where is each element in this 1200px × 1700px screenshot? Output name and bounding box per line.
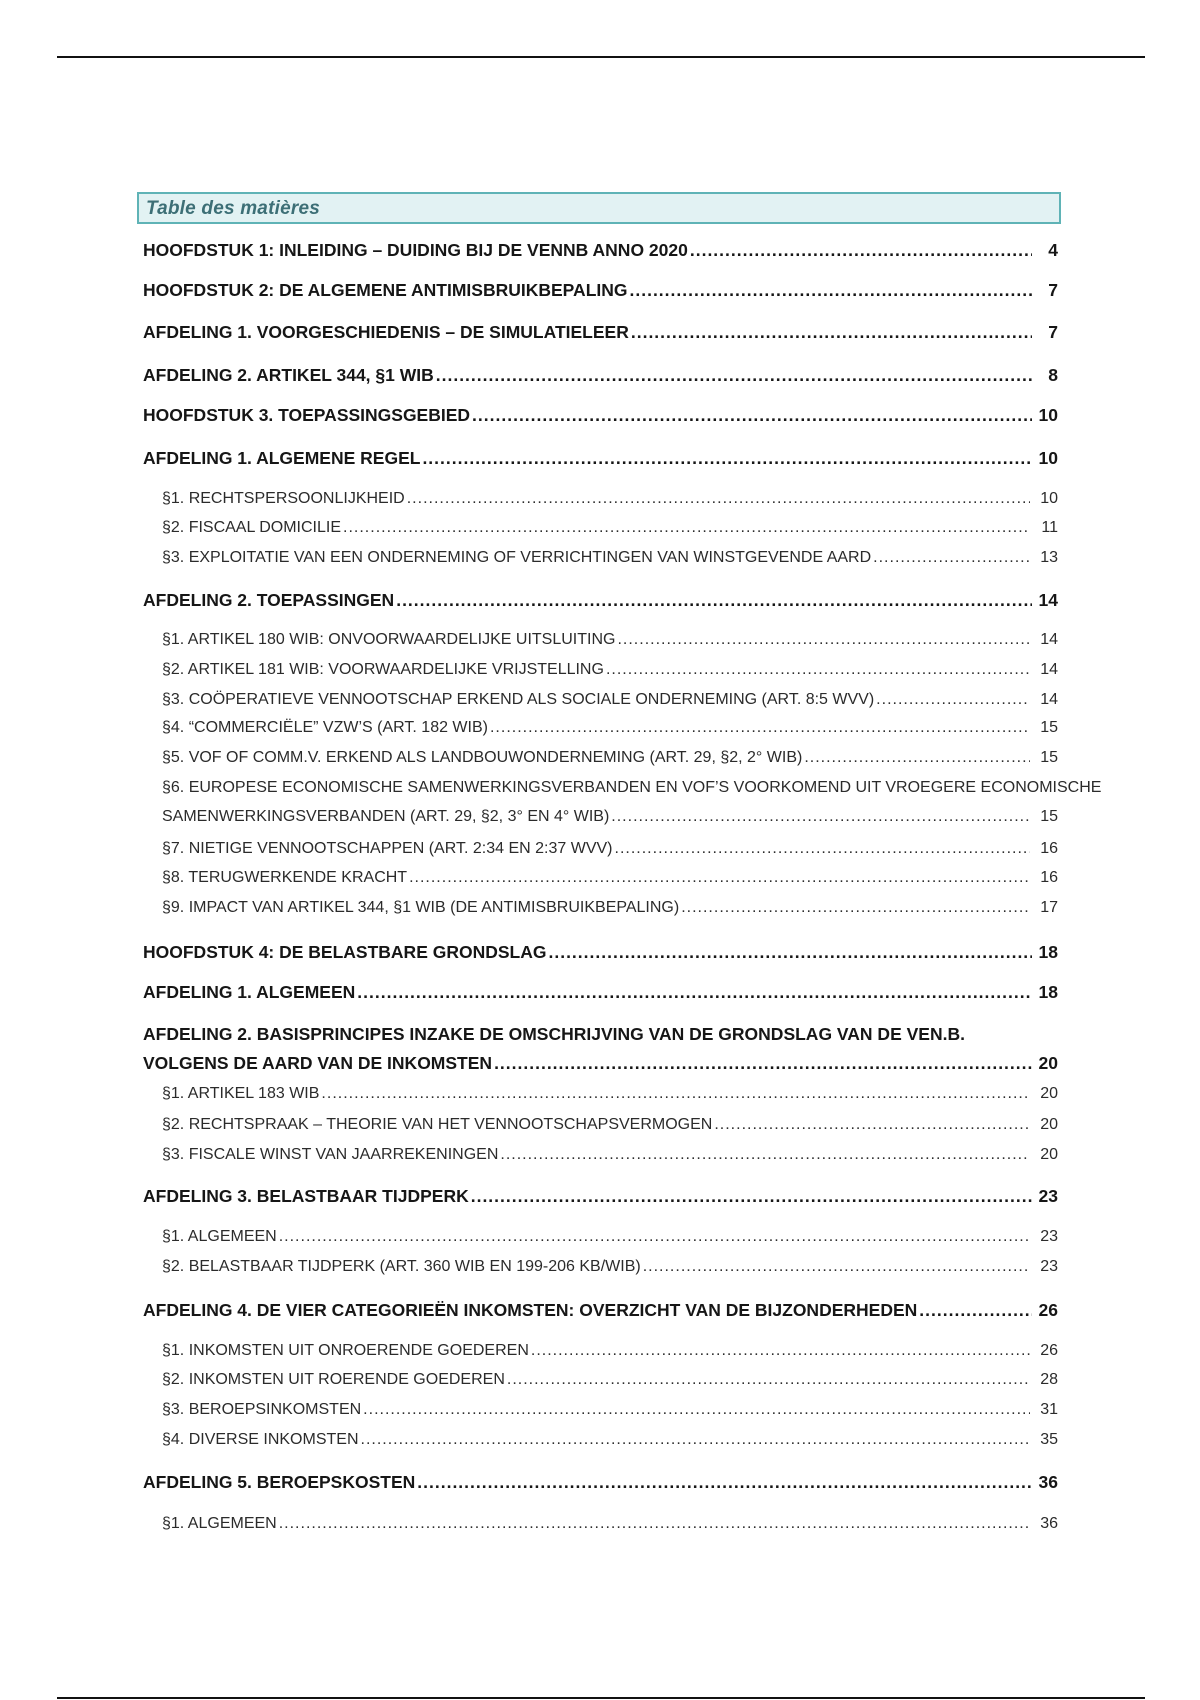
toc-entry-label: §9. IMPACT VAN ARTIKEL 344, §1 WIB (DE ANTIMISBRUIKBEPALING)	[162, 899, 680, 916]
toc-page-number: 23	[1040, 1258, 1058, 1275]
toc-subsection-entry[interactable]	[143, 808, 1058, 826]
toc-dot-leader	[472, 405, 1032, 426]
toc-entry-label: SAMENWERKINGSVERBANDEN (ART. 29, §2, 3° EN 4° WIB)	[162, 808, 610, 825]
toc-entry-label: §1. ALGEMEEN	[162, 1515, 277, 1532]
toc-page-number: 17	[1040, 899, 1058, 916]
toc-subsection-entry[interactable]	[143, 1258, 1058, 1276]
toc-page-number: 14	[1040, 631, 1058, 648]
toc-subsection-entry[interactable]	[143, 631, 1058, 649]
toc-subsection-entry[interactable]	[143, 519, 1058, 537]
toc-page-number: 4	[1048, 240, 1058, 260]
toc-subsection-entry[interactable]	[143, 1116, 1058, 1134]
toc-dot-leader	[279, 1515, 1030, 1533]
toc-dot-leader	[873, 549, 1030, 567]
toc-entry-label: AFDELING 1. VOORGESCHIEDENIS – DE SIMULATIELEER	[143, 322, 629, 342]
toc-dot-leader	[681, 899, 1030, 917]
toc-page-number: 7	[1048, 322, 1058, 342]
toc-entry-label: HOOFDSTUK 3. TOEPASSINGSGEBIED	[143, 405, 471, 425]
toc-dot-leader	[279, 1228, 1030, 1246]
toc-entry-label: HOOFDSTUK 4: DE BELASTBARE GRONDSLAG	[143, 942, 547, 962]
toc-dot-leader	[690, 240, 1032, 261]
toc-page-number: 16	[1040, 869, 1058, 886]
toc-dot-leader	[876, 691, 1030, 709]
toc-section-entry[interactable]	[143, 448, 1058, 469]
toc-dot-leader	[919, 1300, 1032, 1321]
toc-subsection-entry[interactable]	[143, 1371, 1058, 1389]
toc-entry-label: §3. BEROEPSINKOMSTEN	[162, 1401, 362, 1418]
toc-page-number: 35	[1040, 1431, 1058, 1448]
toc-subsection-entry[interactable]	[143, 1342, 1058, 1360]
toc-entry-label: §2. RECHTSPRAAK – THEORIE VAN HET VENNOOTSCHAPSVERMOGEN	[162, 1116, 713, 1133]
toc-page-number: 18	[1038, 942, 1058, 962]
toc-entry-label: §2. BELASTBAAR TIJDPERK (ART. 360 WIB EN 199-206 KB/WIB)	[162, 1258, 641, 1275]
toc-subsection-entry[interactable]	[143, 1401, 1058, 1419]
toc-entry-label-line1: AFDELING 2. BASISPRINCIPES INZAKE DE OMSCHRIJVING VAN DE GRONDSLAG VAN DE VEN.B.	[143, 1024, 965, 1044]
toc-entry-label-line1: §6. EUROPESE ECONOMISCHE SAMENWERKINGSVERBANDEN EN VOF’S VOORKOMEND UIT VROEGERE ECONOMISCHE	[162, 779, 1102, 796]
toc-page-number: 23	[1038, 1186, 1058, 1206]
toc-subsection-entry[interactable]	[143, 719, 1058, 737]
toc-entry-label: §1. ARTIKEL 180 WIB: ONVOORWAARDELIJKE UITSLUITING	[162, 631, 616, 648]
toc-page-number: 15	[1040, 719, 1058, 736]
toc-entry-label: HOOFDSTUK 2: DE ALGEMENE ANTIMISBRUIKBEPALING	[143, 280, 628, 300]
toc-entry-label: §3. COÖPERATIEVE VENNOOTSCHAP ERKEND ALS SOCIALE ONDERNEMING (ART. 8:5 WVV)	[162, 691, 875, 708]
toc-dot-leader	[643, 1258, 1030, 1276]
toc-page-number: 26	[1038, 1300, 1058, 1320]
toc-subsection-entry[interactable]	[143, 899, 1058, 917]
toc-dot-leader	[507, 1371, 1030, 1389]
toc-subsection-entry[interactable]	[143, 869, 1058, 887]
toc-subsection-entry[interactable]	[143, 1146, 1058, 1164]
toc-subsection-entry[interactable]	[143, 1515, 1058, 1533]
toc-page-number: 14	[1040, 661, 1058, 678]
toc-dot-leader	[417, 1472, 1032, 1493]
toc-subsection-entry[interactable]	[143, 1085, 1058, 1103]
toc-page-number: 36	[1040, 1515, 1058, 1532]
toc-section-entry[interactable]	[143, 1300, 1058, 1321]
toc-page-number: 23	[1040, 1228, 1058, 1245]
toc-entry-label: §7. NIETIGE VENNOOTSCHAPPEN (ART. 2:34 EN 2:37 WVV)	[162, 840, 613, 857]
toc-section-entry[interactable]	[143, 405, 1058, 426]
toc-page-number: 7	[1048, 280, 1058, 300]
toc-section-entry[interactable]	[143, 1053, 1058, 1074]
toc-dot-leader	[615, 840, 1031, 858]
toc-dot-leader	[343, 519, 1030, 537]
toc-page-number: 8	[1048, 365, 1058, 385]
toc-entry-label: §5. VOF OF COMM.V. ERKEND ALS LANDBOUWONDERNEMING (ART. 29, §2, 2° WIB)	[162, 749, 803, 766]
toc-page-number: 18	[1038, 982, 1058, 1002]
toc-page-number: 10	[1040, 490, 1058, 507]
toc-dot-leader	[714, 1116, 1030, 1134]
toc-dot-leader	[548, 942, 1032, 963]
toc-dot-leader	[611, 808, 1030, 826]
toc-entry-label: AFDELING 1. ALGEMENE REGEL	[143, 448, 421, 468]
toc-subsection-entry[interactable]	[143, 490, 1058, 508]
toc-page-number: 28	[1040, 1371, 1058, 1388]
toc-page-number: 20	[1040, 1085, 1058, 1102]
toc-subsection-entry[interactable]	[143, 691, 1058, 709]
toc-dot-leader	[471, 1186, 1032, 1207]
toc-dot-leader	[422, 448, 1032, 469]
toc-entry-label: AFDELING 3. BELASTBAAR TIJDPERK	[143, 1186, 469, 1206]
toc-entry-label: §1. INKOMSTEN UIT ONROERENDE GOEDEREN	[162, 1342, 529, 1359]
toc-section-entry[interactable]	[143, 982, 1058, 1003]
toc-page-number: 36	[1038, 1472, 1058, 1492]
toc-dot-leader	[361, 1431, 1031, 1449]
toc-heading-box	[137, 192, 1061, 224]
toc-dot-leader	[631, 322, 1032, 343]
toc-section-entry[interactable]	[143, 240, 1058, 261]
toc-section-entry[interactable]	[143, 1472, 1058, 1493]
toc-entry-label: §1. RECHTSPERSOONLIJKHEID	[162, 490, 405, 507]
toc-section-entry[interactable]	[143, 1186, 1058, 1207]
toc-entry-label: AFDELING 1. ALGEMEEN	[143, 982, 356, 1002]
toc-entry-label: HOOFDSTUK 1: INLEIDING – DUIDING BIJ DE VENNB ANNO 2020	[143, 240, 688, 260]
toc-dot-leader	[617, 631, 1030, 649]
toc-entry-label: §4. “COMMERCIËLE” VZW’S (ART. 182 WIB)	[162, 719, 488, 736]
toc-entry-label: §1. ARTIKEL 183 WIB	[162, 1085, 320, 1102]
toc-page-number: 15	[1040, 749, 1058, 766]
toc-page-number: 15	[1040, 808, 1058, 825]
toc-dot-leader	[494, 1053, 1032, 1074]
toc-dot-leader	[357, 982, 1032, 1003]
toc-page-number: 16	[1040, 840, 1058, 857]
toc-entry-label: AFDELING 4. DE VIER CATEGORIEËN INKOMSTEN: OVERZICHT VAN DE BIJZONDERHEDEN	[143, 1300, 918, 1320]
toc-section-entry[interactable]	[143, 942, 1058, 963]
toc-page-number: 20	[1040, 1146, 1058, 1163]
toc-section-entry[interactable]	[143, 280, 1058, 301]
toc-entry-label: §2. FISCAAL DOMICILIE	[162, 519, 342, 536]
toc-page-number: 10	[1038, 405, 1058, 425]
toc-subsection-entry[interactable]	[143, 840, 1058, 858]
toc-dot-leader	[407, 490, 1030, 508]
toc-entry-label: AFDELING 2. ARTIKEL 344, §1 WIB	[143, 365, 434, 385]
bottom-rule	[57, 1697, 1145, 1699]
toc-entry-label: §3. EXPLOITATIE VAN EEN ONDERNEMING OF VERRICHTINGEN VAN WINSTGEVENDE AARD	[162, 549, 872, 566]
toc-entry-label: AFDELING 2. TOEPASSINGEN	[143, 590, 395, 610]
toc-entry-label: §2. INKOMSTEN UIT ROERENDE GOEDEREN	[162, 1371, 505, 1388]
toc-dot-leader	[500, 1146, 1030, 1164]
toc-subsection-entry[interactable]	[143, 1431, 1058, 1449]
toc-page-number: 11	[1041, 519, 1058, 536]
toc-page-number: 14	[1040, 691, 1058, 708]
toc-section-entry[interactable]	[143, 365, 1058, 386]
toc-section-entry[interactable]	[143, 322, 1058, 343]
toc-dot-leader	[321, 1085, 1030, 1103]
toc-dot-leader	[409, 869, 1030, 887]
toc-entry-label: §2. ARTIKEL 181 WIB: VOORWAARDELIJKE VRIJSTELLING	[162, 661, 604, 678]
toc-entry-label: AFDELING 5. BEROEPSKOSTEN	[143, 1472, 416, 1492]
toc-page-number: 14	[1038, 590, 1058, 610]
toc-dot-leader	[804, 749, 1030, 767]
toc-page-number: 20	[1040, 1116, 1058, 1133]
toc-entry-label: §8. TERUGWERKENDE KRACHT	[162, 869, 408, 886]
toc-entry-label: §1. ALGEMEEN	[162, 1228, 277, 1245]
toc-dot-leader	[363, 1401, 1030, 1419]
toc-subsection-entry[interactable]	[143, 1228, 1058, 1246]
toc-dot-leader	[436, 365, 1032, 386]
toc-page-number: 20	[1038, 1053, 1058, 1073]
toc-page-number: 31	[1040, 1401, 1058, 1418]
toc-page-number: 13	[1040, 549, 1058, 566]
toc-entry-label: §3. FISCALE WINST VAN JAARREKENINGEN	[162, 1146, 499, 1163]
toc-entry-label: VOLGENS DE AARD VAN DE INKOMSTEN	[143, 1053, 493, 1073]
top-rule	[57, 56, 1145, 58]
toc-dot-leader	[606, 661, 1030, 679]
toc-page-number: 26	[1040, 1342, 1058, 1359]
toc-entry-label: §4. DIVERSE INKOMSTEN	[162, 1431, 359, 1448]
toc-dot-leader	[531, 1342, 1030, 1360]
toc-subsection-entry[interactable]	[143, 749, 1058, 767]
toc-subsection-entry[interactable]	[143, 661, 1058, 679]
toc-dot-leader	[630, 280, 1033, 301]
toc-dot-leader	[396, 590, 1032, 611]
toc-dot-leader	[490, 719, 1030, 737]
toc-subsection-entry[interactable]	[143, 549, 1058, 567]
toc-page-number: 10	[1038, 448, 1058, 468]
toc-title: Table des matières	[146, 198, 320, 219]
toc-section-entry[interactable]	[143, 590, 1058, 611]
